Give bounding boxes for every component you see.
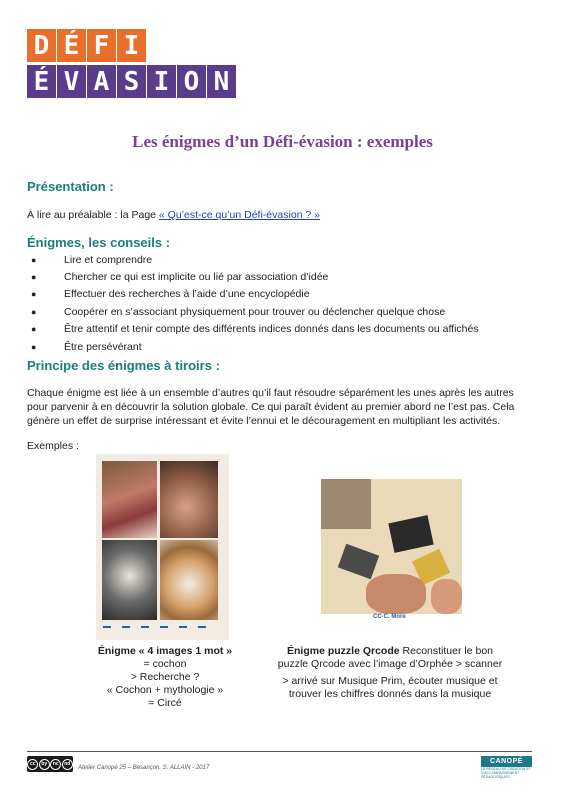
- logo-letter: I: [147, 65, 176, 98]
- logo-letter: I: [117, 29, 146, 62]
- principle-paragraph: Chaque énigme est liée à un ensemble d’autres qu’il faut résoudre séparément les unes après les autres pour parvenir à en découvrir la solution globale. Ce qui paraît évident au premier abord ne l’est pas. Cela génère un effet de surprise intéressant et évite l’ennui et le découragement en multipliant les activités.: [27, 387, 515, 427]
- tips-heading: Énigmes, les conseils :: [27, 235, 171, 250]
- examples-label: Exemples :: [27, 440, 79, 452]
- canope-logo: [481, 756, 532, 777]
- answer-blanks: [103, 626, 206, 628]
- puzzle-qrcode-photo: [321, 479, 462, 614]
- example1-title: Énigme « 4 images 1 mot »: [97, 645, 233, 657]
- logo-letter: N: [207, 65, 236, 98]
- logo-letter: D: [27, 29, 56, 62]
- tips-list: [27, 251, 479, 355]
- footer-text: Atelier Canopé 25 – Besançon. S. ALLAIN - 2017: [78, 765, 210, 771]
- example1-caption: Énigme « 4 images 1 mot » = cochon > Recherche ? « Cochon + mythologie » = Circé: [97, 645, 233, 709]
- list-item: ● Coopérer en s’associant physiquement pour trouver ou déclencher quelque chose: [31, 305, 446, 318]
- list-item: ● Lire et comprendre: [31, 253, 153, 266]
- nd-icon: nd: [62, 759, 73, 770]
- canope-name: CANOPÉ: [481, 756, 532, 767]
- logo-letter: S: [117, 65, 146, 98]
- page-title: Les énigmes d’un Défi-évasion : exemples: [132, 132, 433, 151]
- logo-letter: É: [57, 29, 86, 62]
- logo-row-2: [27, 65, 237, 98]
- person-eating-photo: [160, 461, 218, 538]
- list-item: ● Être attentif et tenir compte des différents indices donnés dans les documents ou affichés: [31, 323, 479, 336]
- faq-link[interactable]: « Qu’est-ce qu’un Défi-évasion ? »: [158, 209, 321, 221]
- example2-caption: Énigme puzzle Qrcode Reconstituer le bon puzzle Qrcode avec l’image d’Orphée > scanner > arrivé sur Musique Prim, écouter musique et trouver les chiffres donnés dans la musique: [277, 645, 503, 700]
- presentation-heading: Présentation :: [27, 179, 114, 194]
- four-images-one-word-picture: [96, 454, 229, 640]
- sausage-photo: [102, 461, 157, 538]
- photo-credit: CC-C. More: [373, 614, 406, 620]
- cc-icon: cc: [27, 759, 38, 770]
- porcupine-photo: [102, 540, 157, 620]
- logo-letter: O: [177, 65, 206, 98]
- list-item: ● Effectuer des recherches à l’aide d’une encyclopédie: [31, 288, 310, 301]
- list-item: ● Chercher ce qui est implicite ou lié par association d’idée: [31, 271, 329, 284]
- logo-row-1: [27, 29, 237, 62]
- by-icon: by: [39, 759, 50, 770]
- list-item: ● Être persévérant: [31, 340, 142, 353]
- logo-letter: V: [57, 65, 86, 98]
- logo-letter: F: [87, 29, 116, 62]
- creative-commons-badge: [27, 756, 73, 772]
- logo-letter: A: [87, 65, 116, 98]
- example2-title: Énigme puzzle Qrcode: [287, 645, 400, 657]
- principle-heading: Principe des énigmes à tiroirs :: [27, 358, 220, 373]
- nc-icon: nc: [50, 759, 61, 770]
- footer-divider: [27, 751, 532, 752]
- logo-letter: É: [27, 65, 56, 98]
- canope-tagline: LE RÉSEAU DE CRÉATION ET D’ACCOMPAGNEMENT PÉDAGOGIQUES: [481, 767, 531, 779]
- defi-evasion-logo: [27, 29, 237, 101]
- presentation-text: [27, 208, 320, 222]
- presentation-prefix: À lire au préalable : la Page: [27, 209, 159, 221]
- guinea-pig-photo: [160, 540, 218, 620]
